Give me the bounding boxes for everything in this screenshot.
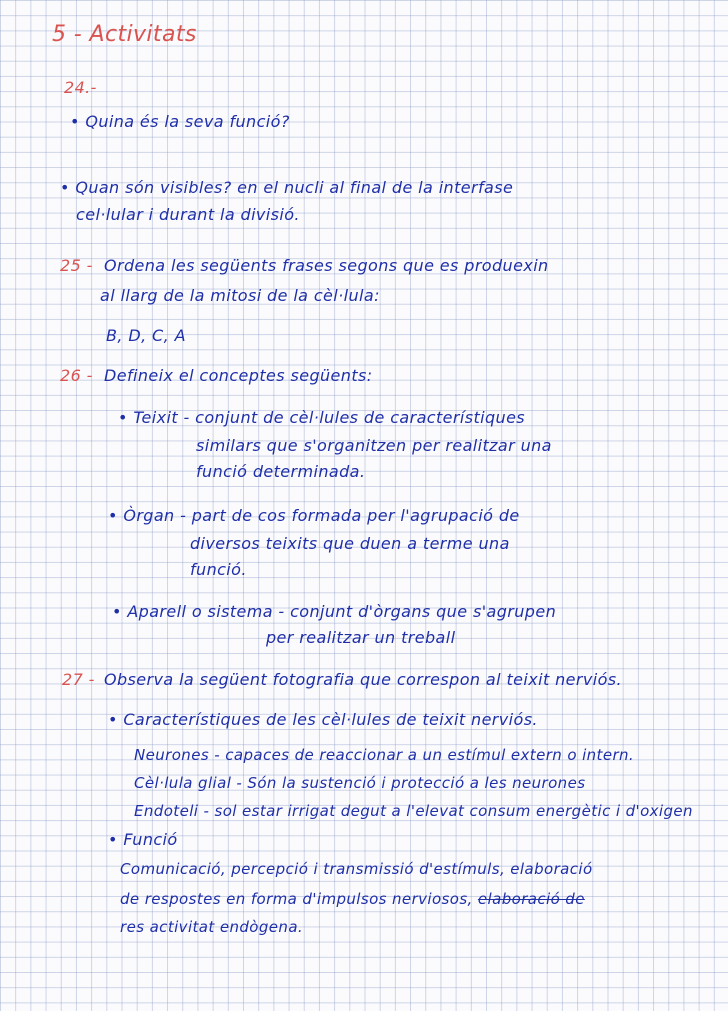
q27-funcio-line-2-text: de respostes en forma d'impulsos nerviosos, [120,890,473,908]
q27-characteristics: • Característiques de les cèl·lules de teixit nerviós. [108,710,538,729]
q25-line-1: Ordena les següents frases segons que es produexin [104,256,549,275]
teixit-line-1: • Teixit - conjunt de cèl·lules de característiques [118,408,526,427]
question-24-number: 24.- [64,78,97,97]
organ-line-3: funció. [190,560,247,579]
question-27-number: 27 - [62,670,95,689]
teixit-line-2: similars que s'organitzen per realitzar una [196,436,552,455]
q27-funcio-line-3: res activitat endògena. [120,918,304,936]
q27-funcio-heading: • Funció [108,830,178,849]
q27-funcio-line-2 [120,890,585,908]
q27-intro: Observa la següent fotografia que correspon al teixit nerviós. [104,670,622,689]
q27-neurones: Neurones - capaces de reaccionar a un estímul extern o intern. [134,746,635,764]
organ-line-2: diversos teixits que duen a terme una [190,534,510,553]
q24-bullet-2-line-1: • Quan són visibles? en el nucli al final de la interfase [60,178,514,197]
q27-funcio-line-1: Comunicació, percepció i transmissió d'estímuls, elaboració [120,860,593,878]
question-25-number: 25 - [60,256,93,275]
organ-line-1: • Òrgan - part de cos formada per l'agrupació de [108,506,520,525]
section-heading: 5 - Activitats [52,22,197,47]
q25-line-2: al llarg de la mitosi de la cèl·lula: [100,286,380,305]
q24-bullet-1: • Quina és la seva funció? [70,112,290,131]
aparell-line-2: per realitzar un treball [266,628,456,647]
q27-glial: Cèl·lula glial - Són la sustenció i protecció a les neurones [134,774,586,792]
aparell-line-1: • Aparell o sistema - conjunt d'òrgans que s'agrupen [112,602,557,621]
q27-funcio-line-2-struck: elaboració de [477,890,585,908]
teixit-line-3: funció determinada. [196,462,366,481]
q24-bullet-2-line-2: cel·lular i durant la divisió. [76,205,300,224]
q26-intro: Defineix el conceptes següents: [104,366,373,385]
q25-answer: B, D, C, A [106,326,186,345]
question-26-number: 26 - [60,366,93,385]
q27-endoteli: Endoteli - sol estar irrigat degut a l'elevat consum energètic i d'oxigen [134,802,693,820]
